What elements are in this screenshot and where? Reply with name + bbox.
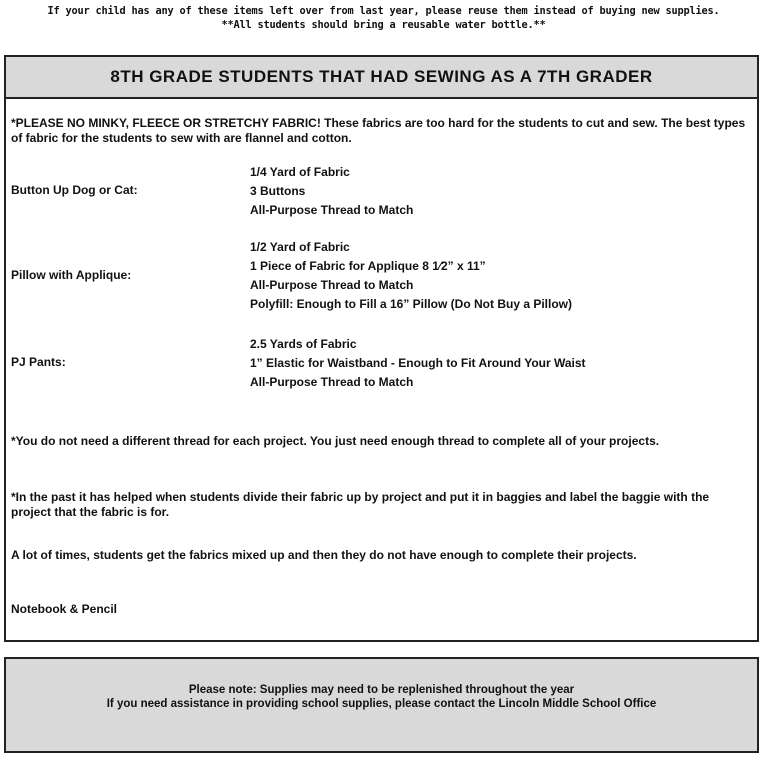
list-item: 1/4 Yard of Fabric [250,165,350,179]
water-bottle-note: **All students should bring a reusable water bottle.** [221,19,546,31]
project-label: PJ Pants: [11,355,66,369]
list-item: All-Purpose Thread to Match [250,278,414,292]
mix-up-note: A lot of times, students get the fabrics mixed up and then they do not have enough to complete their projects. [11,548,637,562]
project-label: Button Up Dog or Cat: [11,183,138,197]
footer-text [6,683,757,711]
list-item: 1 Piece of Fabric for Applique 8 1⁄2” x 11” [250,259,486,273]
baggie-note: *In the past it has helped when students divide their fabric up by project and put it in baggies and label the baggie with the project that the fabric is for. [11,490,710,519]
thread-note: *You do not need a different thread for each project. You just need enough thread to complete all of your projects. [11,434,660,448]
project-items [250,238,572,314]
reuse-note: If your child has any of these items left over from last year, please reuse them instead of buying new supplies. [47,5,720,17]
list-item: 1” Elastic for Waistband - Enough to Fit Around Your Waist [250,356,586,370]
footer-box [4,657,759,753]
replenish-note: Please note: Supplies may need to be replenished throughout the year [188,684,575,696]
notebook-pencil: Notebook & Pencil [11,602,118,616]
list-item: All-Purpose Thread to Match [250,203,414,217]
supply-list-box [4,55,759,642]
list-item: 2.5 Yards of Fabric [250,337,357,351]
section-title: 8TH GRADE STUDENTS THAT HAD SEWING AS A 7TH GRADER [6,57,757,99]
top-note [0,4,767,32]
project-label: Pillow with Applique: [11,268,132,282]
project-items [250,163,413,220]
fabric-warning: *PLEASE NO MINKY, FLEECE OR STRETCHY FABRIC! These fabrics are too hard for the students to cut and sew. The best types of fabric for the students to sew with are flannel and cotton. [11,116,746,145]
list-item: Polyfill: Enough to Fill a 16” Pillow (Do Not Buy a Pillow) [250,297,573,311]
list-item: 3 Buttons [250,184,306,198]
list-item: 1/2 Yard of Fabric [250,240,350,254]
assistance-note: If you need assistance in providing school supplies, please contact the Lincoln Middle School Office [106,698,657,710]
project-items [250,335,586,392]
list-item: All-Purpose Thread to Match [250,375,414,389]
